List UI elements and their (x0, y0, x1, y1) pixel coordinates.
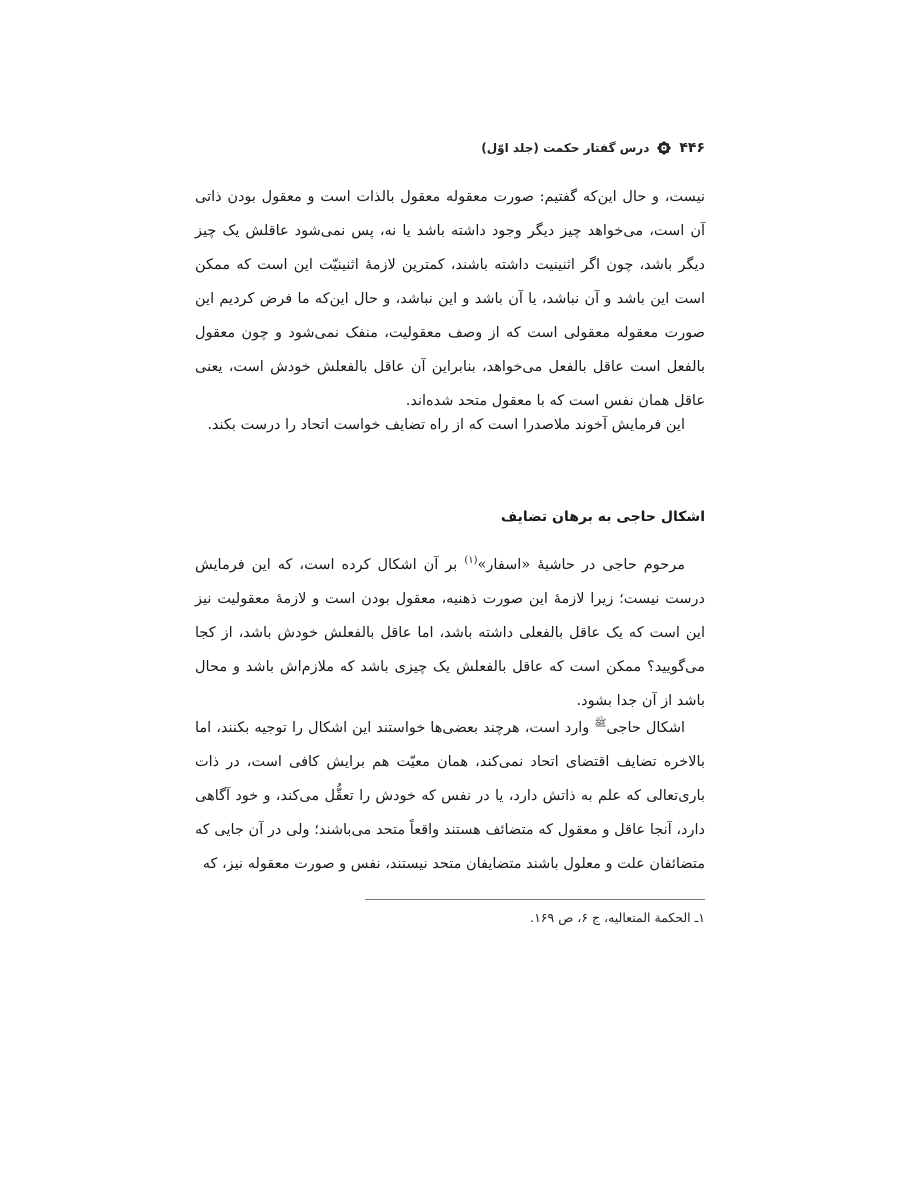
paragraph-text: اشکال حاجی (606, 720, 685, 736)
paragraph: نیست، و حال این‌که گفتیم: صورت معقوله معقول بالذات است و معقول بودن ذاتی آن است، می‌خواهد چیز دیگر وجود داشته باشد یا نه، پس نمی‌شود عاقلش یک چیز دیگر باشد، چون اگر اثنینیت داشته باشند، کمترین لازمهٔ اثنینیّت این است که ممکن است این باشد و آن نباشد، یا آن باشد و این نباشد، و حال این‌که ما فرض کردیم این صورت معقوله معقولی است که از وصف معقولیت، منفک نمی‌شود و چون معقول بالفعل است عاقل بالفعل می‌خواهد، بنابراین آن عاقل بالفعلش خودش است، یعنی عاقل همان نفس است که با معقول متحد شده‌اند. (195, 189, 705, 409)
footnote-reference: (۱) (464, 555, 478, 567)
section-heading: اشکال حاجی به برهان تضایف (500, 509, 705, 525)
footnote: ۱ـ الحکمة المتعالیه، ج ۶، ص ۱۶۹. (530, 910, 705, 925)
running-header (195, 136, 705, 160)
paragraph (195, 548, 705, 718)
paragraph: این فرمایش آخوند ملاصدرا است که از راه تضایف خواست اتحاد را درست بکند. (207, 417, 685, 433)
book-title: درس گفتار حکمت (جلد اوّل) (481, 141, 650, 155)
honorific-symbol: ﷺ (594, 718, 607, 730)
page-number: ۴۴۶ (679, 140, 705, 156)
flower-ornament-icon (657, 141, 671, 155)
paragraph-text: مرحوم حاجی در حاشیهٔ «اسفار» (477, 557, 685, 573)
paragraph-text: وارد است، هرچند بعضی‌ها خواستند این اشکال را توجیه بکنند، اما بالاخره تضایف اقتضای اتحاد نمی‌کند، همان معیّت هم برایش کافی است، در ذات باری‌تعالی که علم به ذاتش دارد، یا در نفس که خودش را تعقُّل می‌کند، و خود آگاهی دارد، آنجا عاقل و معقول که متضائف هستند واقعاً متحد می‌باشند؛ ولی در آن جایی که متضائفان علت و معلول باشند متضایفان متحد نیستند، نفس و صورت معقوله نیز، که (195, 720, 705, 872)
paragraph (195, 711, 705, 881)
footnote-divider (365, 899, 705, 900)
paragraph-text: بر آن اشکال کرده است، که این فرمایش درست نیست؛ زیرا لازمهٔ این صورت ذهنیه، معقول بودن است و لازمهٔ معقولیت نیز این است که یک عاقل بالفعلی داشته باشد، اما عاقل بالفعلش خودش باشد، از کجا می‌گویید؟ ممکن است که عاقل بالفعلش یک چیزی باشد که ملازم‌اش باشد و محال باشد از آن جدا بشود. (195, 557, 705, 709)
